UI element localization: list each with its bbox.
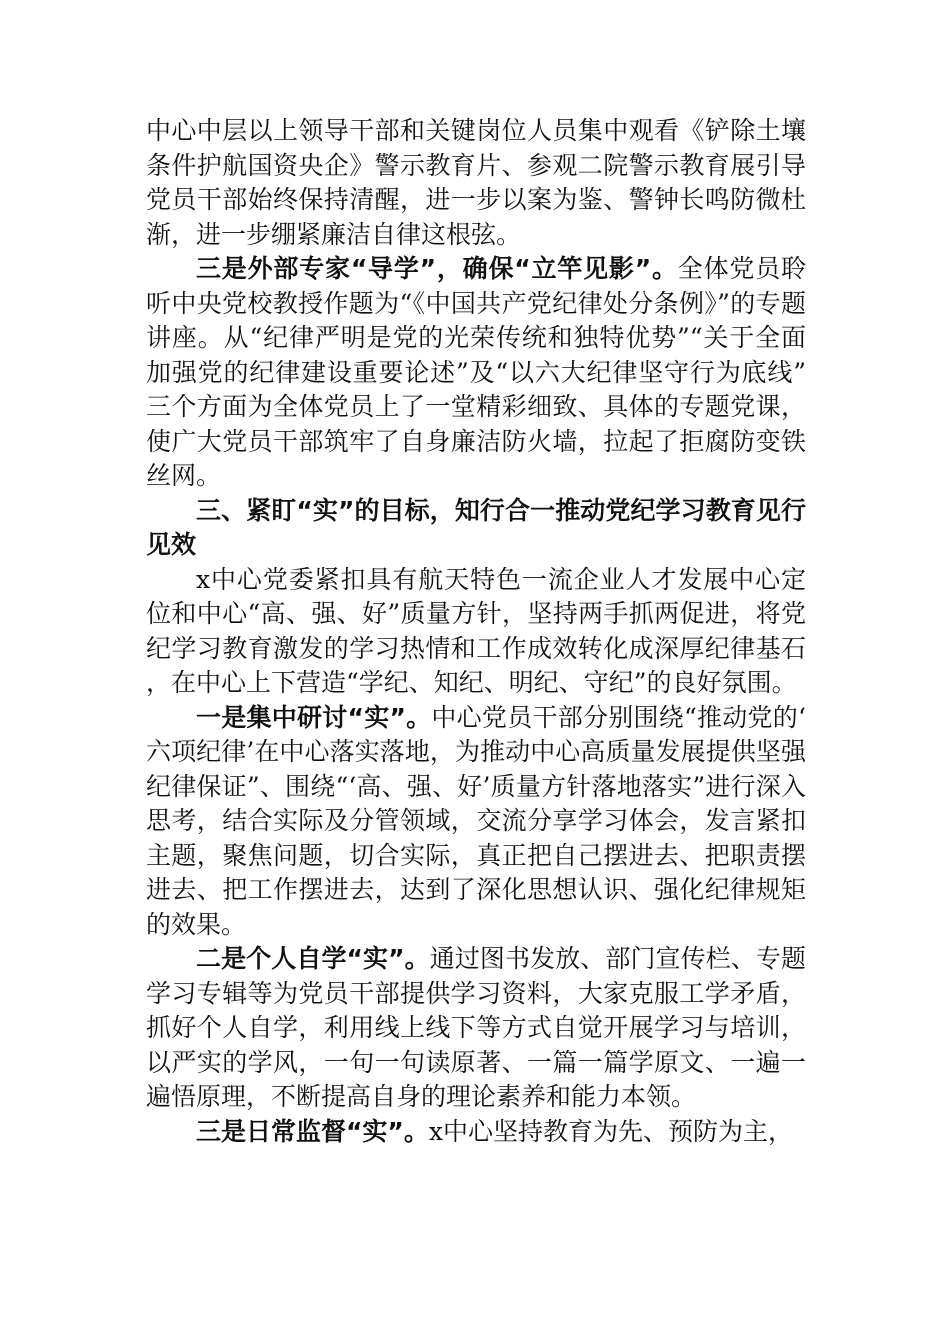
paragraph-text: x中心坚持教育为先、预防为主， — [428, 1116, 793, 1146]
paragraph-self-study — [146, 942, 806, 1115]
paragraph-party-committee — [146, 563, 806, 701]
document-page — [146, 114, 806, 1149]
paragraph-expert-lecture — [146, 252, 806, 494]
section-heading: 三、紧盯“实”的目标，知行合一推动党纪学习教育见行见效 — [146, 495, 806, 559]
paragraph-text: x中心党委紧扣具有航天特色一流企业人才发展中心定位和中心“高、强、好”质量方针，坚持两手抓两促进，将党纪学习教育激发的学习热情和工作成效转化成深厚纪律基石，在中心上下营造“学纪、知纪、明纪、守纪”的良好氛围。 — [146, 564, 806, 697]
paragraph-daily-supervision — [146, 1115, 806, 1150]
paragraph-warning-education — [146, 114, 806, 252]
paragraph-lead: 三是日常监督“实”。 — [196, 1116, 429, 1146]
paragraph-text: 通过图书发放、部门宣传栏、专题学习专辑等为党员干部提供学习资料，大家克服工学矛盾，抓好个人自学，利用线上线下等方式自觉开展学习与培训，以严实的学风，一句一句读原著、一篇一篇学原文、一遍一遍悟原理，不断提高自身的理论素养和能力本领。 — [146, 944, 806, 1111]
paragraph-text: 中心中层以上领导干部和关键岗位人员集中观看《铲除土壤条件护航国资央企》警示教育片、参观二院警示教育展引导党员干部始终保持清醒，进一步以案为鉴、警钟长鸣防微杜渐，进一步绷紧廉洁自律这根弦。 — [146, 116, 806, 249]
paragraph-lead: 二是个人自学“实”。 — [196, 944, 430, 973]
paragraph-group-discussion — [146, 701, 806, 943]
paragraph-text: 全体党员聆听中央党校教授作题为“《中国共产党纪律处分条例》”的专题讲座。从“纪律严明是党的光荣传统和独特优势”“关于全面加强党的纪律建设重要论述”及“以六大纪律坚守行为底线”三个方面为全体党员上了一堂精彩细致、具体的专题党课，使广大党员干部筑牢了自身廉洁防火墙，拉起了拒腐防变铁丝网。 — [146, 254, 806, 490]
paragraph-lead: 三是外部专家“导学”，确保“立竿见影”。 — [196, 254, 678, 283]
paragraph-text: 中心党员干部分别围绕“推动党的‘六项纪律’在中心落实落地，为推动中心高质量发展提供坚强纪律保证”、围绕“‘高、强、好’质量方针落地落实”进行深入思考，结合实际及分管领域，交流分享学习体会，发言紧扣主题，聚焦问题，切合实际，真正把自己摆进去、把职责摆进去、把工作摆进去，达到了深化思想认识、强化纪律规矩的效果。 — [146, 702, 806, 939]
paragraph-lead: 一是集中研讨“实”。 — [196, 702, 432, 732]
